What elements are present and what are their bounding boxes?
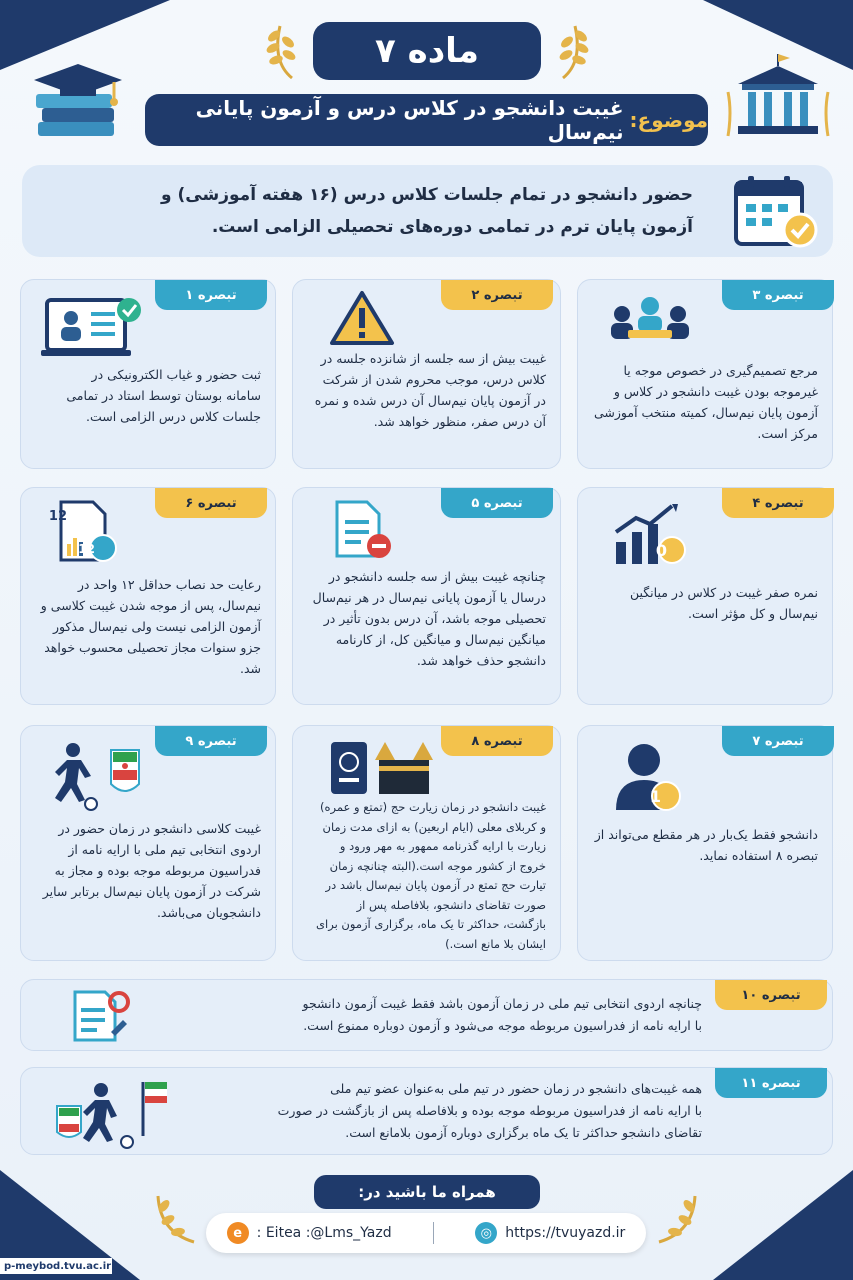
note-card-9	[20, 725, 276, 961]
warning-icon	[329, 290, 395, 346]
page-title: ماده ۷	[313, 22, 541, 80]
eitaa-handle: : Eitea :@Lms_Yazd	[256, 1225, 392, 1241]
note-card-4	[577, 487, 833, 705]
note-text: رعایت حد نصاب حداقل ۱۲ واحد در نیم‌سال، پس از موجه شدن غیبت کلاسی و آزمون الزامی نیست ولی نیم‌سال مذکور جزو سنوات مجاز تحصیلی محسوب خواهد شد.	[40, 577, 261, 676]
note-card-8	[292, 725, 561, 961]
note-text: چنانچه غیبت بیش از سه جلسه دانشجو در درسال یا آزمون پایانی نیم‌سال در هر نیم‌سال تحصیلی موجه باشد، آن درس بدون تأثیر در میانگین نیم‌سال و میانگین کل، از کارنامه دانشجو حذف خواهد شد.	[312, 569, 546, 668]
note-text: غیبت بیش از سه جلسه از شانزده جلسه در کلاس درس، موجب محروم شدن از شرکت در آزمون پایان نیم‌سال آن درس شده و نمره آن درس صفر، منظور خواهد شد.	[314, 351, 546, 429]
intro-line: حضور دانشجو در تمام جلسات کلاس درس (۱۶ هفته آموزشی) و	[161, 185, 693, 205]
graduation-books-icon	[30, 60, 126, 142]
laurel-icon	[549, 22, 593, 80]
calendar-check-icon	[732, 172, 818, 250]
single-use-person-icon	[614, 740, 684, 814]
note-line: تقاضای دانشجو حداکثر تا یک ماه برگزاری دوباره آزمون بلامانع است.	[345, 1125, 702, 1140]
watermark: p-meybod.tvu.ac.ir	[0, 1258, 112, 1274]
note-text: نمره صفر غیبت در کلاس در میانگین نیم‌سال و کل مؤثر است.	[629, 585, 818, 621]
note-card-2	[292, 279, 561, 469]
note-text: ثبت حضور و غیاب الکترونیکی در سامانه بوستان توسط استاد در تمامی جلسات کلاس درس الزامی است.	[66, 367, 261, 424]
svg-text:12: 12	[48, 509, 67, 524]
note-tag: تبصره ۱۰	[715, 980, 827, 1010]
pilgrimage-icon	[329, 738, 433, 796]
eitaa-icon: e	[227, 1222, 249, 1244]
corner-decoration	[713, 1170, 853, 1280]
subject-label: موضوع:	[629, 108, 708, 132]
svg-text:12: 12	[78, 542, 95, 556]
remove-document-icon	[333, 498, 395, 562]
contact-bar	[206, 1213, 646, 1253]
note-text: مرجع تصمیم‌گیری در خصوص موجه یا غیرموجه بودن غیبت دانشجو در کلاس و آزمون پایان نیم‌سال، کمیته منتخب آموزشی مرکز است.	[594, 363, 818, 441]
note-line: با ارایه نامه از فدراسیون مربوطه موجه می‌شود و آزمون دوباره ممنوع است.	[303, 1018, 702, 1033]
note-tag: تبصره ۹	[155, 726, 267, 756]
note-card-11	[20, 1067, 833, 1155]
subject-text: غیبت دانشجو در کلاس درس و آزمون پایانی نیم‌سال	[195, 96, 624, 144]
note-tag: تبصره ۲	[441, 280, 553, 310]
note-line: با ارایه نامه از فدراسیون مربوطه موجه بوده و بلافاصله پس از بازگشت در صورت	[277, 1103, 702, 1118]
note-tag: تبصره ۴	[722, 488, 834, 518]
note-card-6	[20, 487, 276, 705]
intro-line: آزمون پایان ترم در تمامی دوره‌های تحصیلی الزامی است.	[211, 217, 693, 237]
note-card-7	[577, 725, 833, 961]
note-line: همه غیبت‌های دانشجو در زمان حضور در تیم ملی به‌عنوان عضو تیم ملی	[330, 1081, 702, 1096]
note-tag: تبصره ۶	[155, 488, 267, 518]
laurel-icon	[262, 22, 306, 80]
committee-icon	[608, 292, 692, 350]
intro-box	[22, 165, 833, 257]
subject-banner	[145, 94, 708, 146]
note-tag: تبصره ۸	[441, 726, 553, 756]
note-tag: تبصره ۵	[441, 488, 553, 518]
note-tag: تبصره ۱۱	[715, 1068, 827, 1098]
note-card-3	[577, 279, 833, 469]
divider	[433, 1222, 434, 1244]
laurel-icon	[150, 1188, 198, 1244]
zero-grade-chart-icon	[610, 502, 690, 568]
svg-text:1: 1	[649, 787, 661, 806]
note-text: غیبت دانشجو در زمان زیارت حج (تمتع و عمره) و کربلای معلی (ایام اربعین) به ازای مدت زمان زیارت با ارایه گذرنامه ممهور به مهر ورود و خروج از کشور موجه است.(البته چنانچه زمان تیارت حج تمتع در آزمون پایان نیم‌سال باشد در صورت تقاضای دانشجو، بلافاصله پس از بازگشت، حداکثر تا یک ماه، برگزاری آزمون برای ایشان بلا مانع است.)	[316, 800, 546, 951]
follow-us-title: همراه ما باشید در:	[314, 1175, 540, 1209]
note-card-10	[20, 979, 833, 1051]
note-text: غیبت کلاسی دانشجو در زمان حضور در اردوی انتخابی تیم ملی با ارایه نامه از فدراسیون مربوطه موجه بوده و مجاز به شرکت در آزمون پایان نیم‌سال برتابر سایر دانشجویان می‌باشد.	[42, 821, 261, 920]
note-tag: تبصره ۱	[155, 280, 267, 310]
laurel-icon	[655, 1188, 703, 1244]
note-text	[141, 993, 702, 1037]
note-card-5	[292, 487, 561, 705]
note-tag: تبصره ۷	[722, 726, 834, 756]
note-text: دانشجو فقط یک‌بار در هر مقطع می‌تواند از تبصره ۸ استفاده نماید.	[594, 827, 818, 863]
website-url: https://tvuyazd.ir	[505, 1225, 626, 1241]
university-building-icon	[726, 52, 830, 144]
note-card-1	[20, 279, 276, 469]
note-text	[141, 1078, 702, 1144]
eitaa-link[interactable]	[227, 1222, 392, 1244]
svg-text:0: 0	[655, 541, 667, 560]
note-tag: تبصره ۳	[722, 280, 834, 310]
federation-letter-icon	[71, 988, 131, 1044]
website-link[interactable]	[475, 1222, 625, 1244]
note-line: چنانچه اردوی انتخابی تیم ملی در زمان آزمون باشد فقط غیبت آزمون دانشجو	[302, 996, 702, 1011]
globe-icon: ◎	[475, 1222, 497, 1244]
online-attendance-icon	[41, 294, 145, 360]
national-team-icon	[47, 740, 151, 812]
minimum-units-icon	[48, 498, 119, 564]
